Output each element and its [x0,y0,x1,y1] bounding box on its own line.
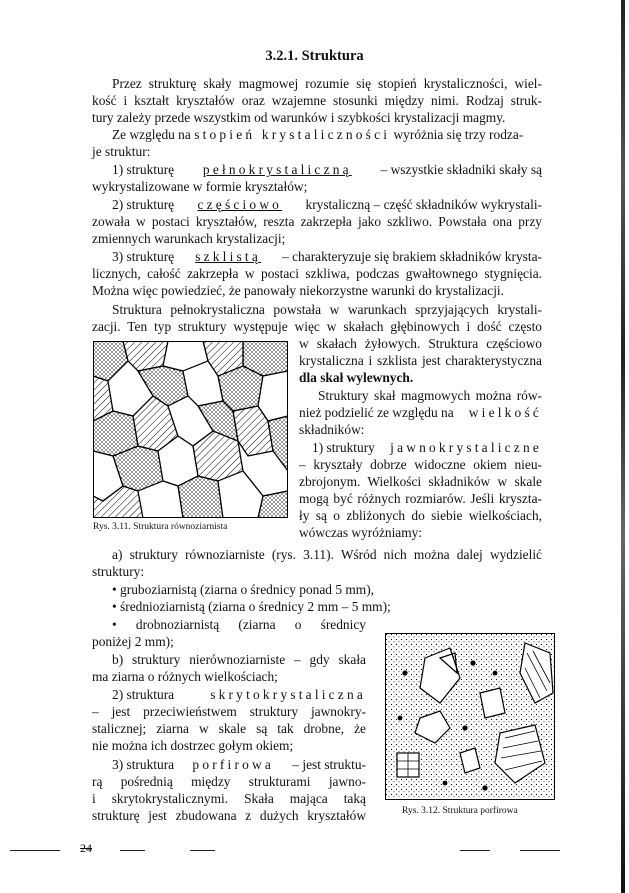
footer-rule [190,850,215,851]
text-line: b) struktury nierównoziarniste – gdy skała [112,652,366,667]
figure-porphyritic-structure [385,633,555,800]
text-line: zacji. Ten typ struktury występuje więc w skałach głębinowych i dość często [92,319,542,334]
text-line: zbrojonym. Wielkości składników w skale [299,474,542,489]
text-line: 1) struktury jawnokrystaliczne [312,440,542,455]
text-line: rą pośrednią między strukturami jawno- [92,774,366,789]
text-line: ły są o zbliżonych do siebie wielkościach, [299,508,542,523]
page-edge-shadow [621,0,625,893]
footer-rule [120,850,145,851]
spaced-term: skrytokrystaliczna [210,687,366,702]
spaced-term: częściowo [197,197,283,212]
text-line: ma ziarna o różnych wielkościach; [92,669,278,684]
text-line: mogą być różnych rozmiarów. Jeśli kryszta- [299,491,542,506]
spaced-term: stopień krystaliczności [194,127,391,142]
list-item: • gruboziarnistą (ziarna o średnicy ponad 5 mm), [112,582,374,597]
text-line: i skrytokrystalicznymi. Skała mająca taką [92,791,366,806]
figure-caption: Rys. 3.12. Struktura porfirowa [402,806,518,816]
text-line: – kryształy dobrze widoczne okiem nieu- [299,457,542,472]
text-line: poniżej 2 mm); [92,634,174,649]
footer-rule [10,850,60,851]
footer-rule [460,850,490,851]
figure-equigranular-structure [93,341,288,518]
text-line: struktury: [92,564,145,579]
text-line: 2) struktura skrytokrystaliczna [112,687,366,702]
text-line: zowała w postaci kryształów, reszta zakrzepła jako szkliwo. Powstała ona przy [92,214,542,229]
text-line: – jest przeciwieństwem struktury jawnokry- [92,704,366,719]
text-line: w skałach żyłowych. Struktura częściowo [299,336,542,351]
text-line: Można więc powiedzieć, że panowały niekorzystne warunki do krystalizacji. [92,283,504,298]
footer-rule [520,850,560,851]
spaced-term: szklistą [195,249,261,264]
text-line: strukturę jest zbudowana z dużych kryształów [92,808,366,823]
spaced-term: pełnokrystaliczną [202,162,352,177]
section-title: 3.2.1. Struktura [265,48,364,64]
text-line: tury zależy przede wszystkim od warunków i szybkości krystalizacji magmy. [92,110,506,125]
text-line: je struktur: [92,144,151,159]
list-item: • drobnoziarnistą (ziarna o średnicy [112,617,366,632]
text-line: 3) struktura porfirowa – jest struktu- [112,757,366,772]
text-line: 2) strukturę częściowo krystaliczną – część składników wykrystali- [112,197,542,212]
text-line: kość i kształt kryształów oraz wzajemne stosunki między nimi. Rodzaj struk- [92,93,542,108]
text-line: Ze względu na stopień krystaliczności wyróżnia się trzy rodza- [112,127,524,142]
text-line: 1) strukturę pełnokrystaliczną – wszystkie składniki skały są [112,162,542,177]
page-number: 24 [80,841,92,855]
text-line: składników: [299,422,365,437]
text-line: 3) strukturę szklistą – charakteryzuje się brakiem składników krysta- [112,249,542,264]
text-line: nie można ich dostrzec gołym okiem; [92,738,294,753]
text-line: wówczas wyróżniamy: [299,525,423,540]
spaced-term: jawnokrystaliczne [390,440,542,455]
text-line: dla skał wylewnych. [299,370,414,385]
text-line: Struktury skał magmowych można rów- [318,388,542,403]
text-line: nież podzielić ze względu na wielkość [299,405,542,420]
spaced-term: wielkość [468,405,542,420]
spaced-term: porfirowa [192,757,275,772]
text-line: stalicznej; ziarna w skale są tak drobne, że [92,721,366,736]
text-line: Przez strukturę skały magmowej rozumie się stopień krystaliczności, wiel- [112,76,542,91]
text-line: licznych, całość zakrzepła w postaci szkliwa, podczas gwałtownego stygnięcia. [92,266,542,281]
text-line: Struktura pełnokrystaliczna powstała w warunkach sprzyjających krystali- [112,302,542,317]
figure-caption: Rys. 3.11. Struktura równoziarnista [93,522,228,532]
text-line: wykrystalizowane w formie kryształów; [92,179,308,194]
text-line: zmiennych warunkach krystalizacji; [92,231,286,246]
list-item: • średnioziarnistą (ziarna o średnicy 2 mm – 5 mm); [112,599,391,614]
text-line: krystaliczna i szklista jest charakterystyczna [299,353,542,368]
text-line: a) struktury równoziarniste (rys. 3.11). Wśród nich można dalej wydzielić [112,547,542,562]
